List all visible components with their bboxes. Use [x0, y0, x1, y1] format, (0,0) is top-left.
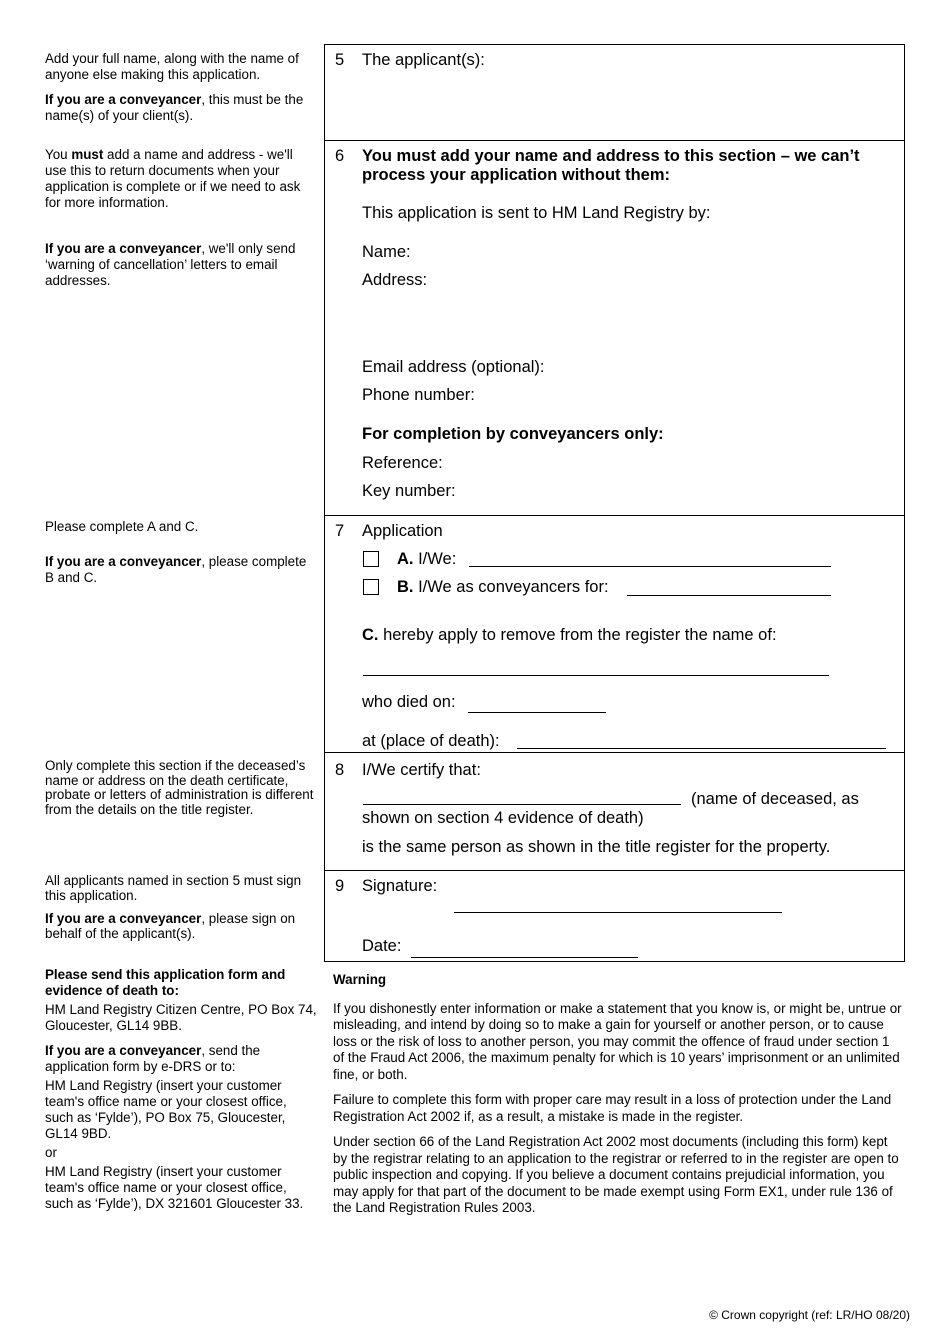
option-a-line[interactable]: [469, 566, 831, 567]
option-b-checkbox[interactable]: [363, 579, 379, 595]
section-number: 6: [335, 147, 345, 165]
section-9-signature: [324, 870, 905, 962]
reference-field-label: Reference:: [362, 454, 443, 472]
section-6-sender: [324, 140, 905, 516]
note-send-to: Please send this application form and evidence of death to: HM Land Registry Citizen Centre, PO Box 74, Gloucester, GL14 9BB. If you are a conveyancer, send the application form by e-DRS or to: HM Land Registry (insert your customer team's office name or your closest office, such as ‘Fylde’), PO Box 75, Gloucester, GL14 9BD. or HM Land Registry (insert your customer team's office name or your closest office, such as ‘Fylde’), DX 321601 Gloucester 33.: [45, 967, 317, 1211]
option-c-label: C. hereby apply to remove from the register the name of:: [362, 626, 777, 644]
option-b-label: B. I/We as conveyancers for:: [397, 578, 609, 596]
date-label: Date:: [362, 937, 402, 955]
application-title: Application: [362, 522, 443, 540]
option-a-checkbox[interactable]: [363, 551, 379, 567]
shown-on-section-label: shown on section 4 evidence of death): [362, 809, 644, 827]
deceased-name-line[interactable]: [363, 675, 829, 676]
warning-care-paragraph: Failure to complete this form with proper care may result in a loss of protection under the Land Registration Act 2002 if, as a result, a mistake is made in the register.: [333, 1092, 892, 1124]
section-number: 7: [335, 522, 345, 540]
applicants-label: The applicant(s):: [362, 51, 485, 69]
name-field-label: Name:: [362, 243, 411, 261]
place-of-death-label: at (place of death):: [362, 732, 500, 750]
phone-field-label: Phone number:: [362, 386, 475, 404]
certify-label: I/We certify that:: [362, 761, 481, 779]
section-7-application: [324, 515, 905, 753]
died-on-label: who died on:: [362, 693, 456, 711]
date-line[interactable]: [411, 957, 638, 958]
warning-heading: Warning: [333, 972, 387, 987]
warning-block: [333, 972, 903, 1226]
signature-label: Signature:: [362, 877, 438, 895]
section-6-heading-line2: process your application without them:: [362, 166, 671, 184]
conveyancers-heading: For completion by conveyancers only:: [362, 425, 664, 443]
name-of-deceased-label: (name of deceased, as: [691, 790, 859, 808]
note-section-7: Please complete A and C. If you are a conveyancer, please complete B and C.: [45, 519, 307, 585]
email-field-label: Email address (optional):: [362, 358, 545, 376]
deceased-name-as-shown-line[interactable]: [363, 804, 681, 805]
option-b-line[interactable]: [627, 595, 831, 596]
section-8-certify: [324, 752, 905, 871]
note-section-8: Only complete this section if the deceased’s name or address on the death certificate, probate or letters of administration is different from the details on the title register.: [45, 758, 314, 817]
section-number: 8: [335, 761, 345, 779]
section-number: 5: [335, 51, 345, 69]
same-person-label: is the same person as shown in the title register for the property.: [362, 838, 831, 856]
note-section-6: You must add a name and address - we'll use this to return documents when your application is complete or if we need to ask for more information. If you are a conveyancer, we'll only send ‘warning of cancellation’ letters to email addresses.: [45, 147, 301, 288]
option-a-label: A. I/We:: [397, 550, 457, 568]
section-5-applicants: [324, 44, 905, 141]
key-number-field-label: Key number:: [362, 482, 456, 500]
copyright-footer: © Crown copyright (ref: LR/HO 08/20): [709, 1308, 910, 1322]
warning-public-inspection-paragraph: Under section 66 of the Land Registration Act 2002 most documents (including this form) kept by the registrar relating to an application to the registrar or referred to in the register are open to public inspection and copying. If you believe a document contains prejudicial information, you may apply for that part of the document to be made exempt using Form EX1, under rule 136 of the Land Registration Rules 2003.: [333, 1134, 899, 1215]
place-of-death-line[interactable]: [517, 748, 886, 749]
note-section-9: All applicants named in section 5 must sign this application. If you are a conveyancer, please sign on behalf of the applicant(s).: [45, 873, 302, 941]
warning-fraud-paragraph: If you dishonestly enter information or make a statement that you know is, or might be, untrue or misleading, and intend by doing so to make a gain for yourself or another person, or to cause loss or the risk of loss to another person, you may commit the offence of fraud under section 1 of the Fraud Act 2006, the maximum penalty for which is 10 years’ imprisonment or an unlimited fine, or both.: [333, 1000, 902, 1082]
signature-line[interactable]: [454, 912, 782, 913]
section-number: 9: [335, 877, 345, 895]
died-on-line[interactable]: [468, 712, 606, 713]
note-section-5: Add your full name, along with the name of anyone else making this application. If you are a conveyancer, this must be the name(s) of your client(s).: [45, 51, 304, 123]
section-6-heading-line1: You must add your name and address to this section – we can’t: [362, 147, 860, 165]
sent-by-label: This application is sent to HM Land Registry by:: [362, 204, 711, 222]
address-field-label: Address:: [362, 271, 428, 289]
